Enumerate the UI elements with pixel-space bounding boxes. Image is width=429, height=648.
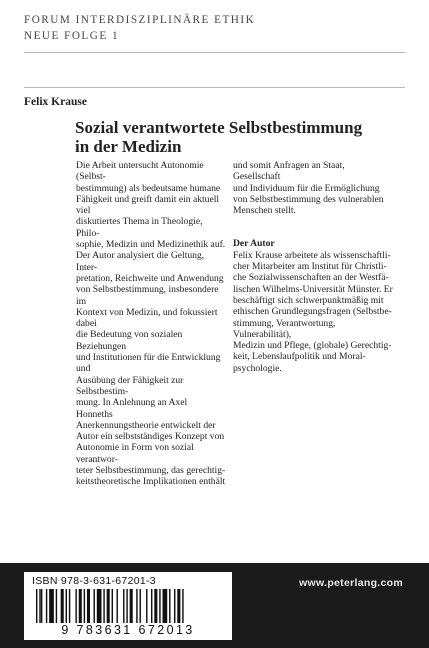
blurb-line: Autonomie in Form von sozial verantwor- — [76, 442, 194, 465]
publisher-website-link[interactable]: www.peterlang.com — [299, 577, 403, 589]
blurb-line: sophie, Medizin und Medizinethik auf. — [76, 239, 226, 251]
barcode-bar — [163, 589, 168, 623]
blurb-line: und Institutionen für die Entwicklung und — [76, 352, 221, 375]
barcode-bar — [154, 589, 157, 623]
blurb-line: Der Autor analysiert die Geltung, Inter- — [76, 250, 205, 273]
blurb-line: keitstheoretische Implikationen enthält — [76, 476, 226, 488]
about-author-line: beschäftigt sich schwerpunktmäßig mit — [233, 294, 384, 306]
series-title — [24, 12, 255, 44]
about-author-line: Felix Krause arbeitete als wissenschaftli- — [233, 249, 391, 261]
barcode-bar — [112, 589, 113, 623]
barcode-bar — [174, 589, 175, 623]
series-name: FORUM INTERDISZIPLINÄRE ETHIK — [24, 14, 256, 26]
book-title-line: Sozial verantwortete Selbstbestimmung — [75, 118, 363, 137]
about-author-line: keit, Lebenslaufpolitik und Moral- — [233, 351, 366, 363]
blurb-line: Die Arbeit untersucht Autonomie (Selbst- — [76, 160, 204, 183]
barcode-bar — [182, 589, 183, 623]
blurb-line: Ausübung der Fähigkeit zur Selbstbestim- — [76, 374, 184, 397]
blurb-line: bestimmung) als bedeutsame humane — [76, 182, 221, 194]
blurb-line: und somit Anfragen an Staat, Gesellschaft — [233, 160, 345, 183]
about-author-line: Medizin und Pflege, (globale) Gerechtig- — [233, 340, 392, 352]
blurb-line: Fähigkeit und greift damit ein aktuell viel — [76, 193, 220, 217]
blurb-line: teter Selbstbestimmung, das gerechtig- — [76, 465, 226, 477]
barcode-bar — [97, 589, 102, 623]
barcode-bar — [169, 589, 170, 623]
about-author-heading: Der Autor — [233, 238, 275, 250]
author-divider — [24, 87, 405, 88]
barcode-bar — [66, 589, 67, 623]
barcode-bar — [46, 589, 47, 623]
barcode-bar — [159, 589, 160, 623]
barcode-bar — [140, 589, 141, 623]
isbn-label: ISBN 978-3-631-67201-3 — [32, 575, 156, 587]
series-volume: NEUE FOLGE 1 — [24, 30, 120, 42]
blurb-line: pretation, Reichweite und Anwendung — [76, 272, 224, 284]
about-author-line: lischen Wilhelms-Universität Münster. Er — [233, 283, 393, 295]
about-author-line: che Sozialwissenschaften an der Westfä- — [233, 272, 389, 284]
barcode-bar — [79, 589, 82, 623]
barcode-bar — [36, 589, 37, 623]
blurb-line: mung. In Anlehnung an Axel Honneths — [76, 397, 188, 420]
blurb-right-column — [233, 160, 393, 374]
barcode-bar — [151, 589, 152, 623]
barcode-bar — [117, 589, 118, 623]
blurb-left-column — [76, 160, 226, 488]
barcode-bar — [130, 589, 133, 623]
barcode-digits: 9 783631 672013 — [61, 623, 195, 637]
barcode-panel — [24, 572, 232, 640]
barcode-bar — [61, 589, 64, 623]
barcode-bar — [177, 589, 180, 623]
barcode-bar — [49, 589, 54, 623]
about-author-line: ethischen Grundlegungsfragen (Selbstbe- — [233, 306, 392, 318]
blurb-line: Menschen stellt. — [233, 205, 296, 217]
blurb-line: Kontext von Medizin, und fokussiert dabei — [76, 306, 218, 330]
barcode-bar — [56, 589, 57, 623]
blurb-line: Autor ein selbstständiges Konzept von — [76, 431, 225, 443]
barcode-icon — [36, 589, 220, 623]
about-author-line: stimmung, Verantwortung, Vulnerabilität), — [233, 317, 336, 340]
blurb-line: Anerkennungstheorie entwickelt der — [76, 419, 216, 431]
barcode-bar — [94, 589, 95, 623]
about-author-line: cher Mitarbeiter am Institut für Christli- — [233, 261, 387, 273]
barcode-bar — [75, 589, 76, 623]
barcode-bar — [123, 589, 124, 623]
barcode-bar — [126, 589, 127, 623]
barcode-bar — [39, 589, 40, 623]
blurb-line: und Individuum für die Ermöglichung — [233, 182, 380, 194]
barcode-bar — [69, 589, 70, 623]
book-title — [75, 118, 405, 156]
author-name: Felix Krause — [24, 96, 87, 108]
barcode-bar — [87, 589, 90, 623]
book-title-line: in der Medizin — [75, 137, 182, 156]
barcode-bar — [103, 589, 104, 623]
barcode-bar — [107, 589, 110, 623]
header-divider — [24, 52, 405, 53]
blurb-line: diskutiertes Thema in Theologie, Philo- — [76, 216, 203, 239]
barcode-bar — [41, 589, 42, 623]
barcode-bar — [146, 589, 147, 623]
blurb-line: von Selbstbestimmung des vulnerablen — [233, 193, 384, 205]
barcode-bar — [84, 589, 85, 623]
barcode-bar — [136, 589, 137, 623]
blurb-line: von Selbstbestimmung, insbesondere im — [76, 284, 219, 307]
about-author-line: psychologie. — [233, 362, 282, 374]
blurb-line: die Bedeutung von sozialen Beziehungen — [76, 329, 183, 352]
